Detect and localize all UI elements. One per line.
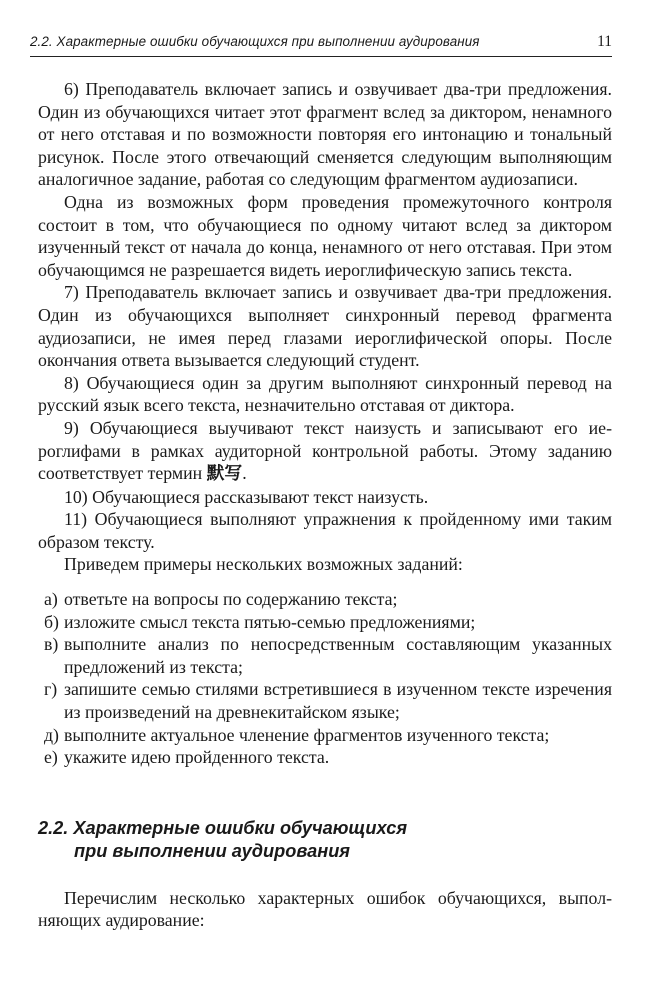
paragraph-item-9 [38,417,612,486]
paragraph-item-7: 7) Преподаватель включает запись и озвучивает два-три предложения. Один из обучающихся выполняет синхронный перевод фрагмента аудиозаписи, не имея перед глазами иероглифической опоры. После окончания ответа вызывается следующий студент. [38,282,612,371]
paragraph-item-9-end: . [242,463,247,484]
list-item-text: изложите смысл текста пятью-семью предложениями; [64,611,476,632]
running-header [30,30,612,57]
list-item-text: запишите семью стилями встретившиеся в изученном тексте изречения из произведений на древнекитайском языке; [64,679,612,723]
list-marker: г) [44,679,58,700]
list-item-text: укажите идею пройденного текста. [64,747,330,768]
section-intro-paragraph: Перечислим несколько характерных ошибок обучающихся, выполняющих аудирование: [38,887,612,931]
paragraph-item-10: 10) Обучающиеся рассказывают текст наизусть. [64,486,429,507]
list-item [38,611,612,634]
list-item [38,588,612,611]
task-list [38,588,612,769]
list-marker: в) [44,634,59,655]
paragraph-item-9-text: 9) Обучающиеся выучивают текст наизусть и записывают его иероглифами в рамках аудиторной контрольной работы. Этому заданию соответствует термин [38,417,612,484]
section-heading-line-2: при выполнении аудирования [74,840,351,861]
list-item [38,746,612,769]
list-marker: а) [44,589,58,610]
list-marker: д) [44,724,59,745]
list-item-text: выполните актуальное членение фрагментов изученного текста; [64,724,550,745]
list-item-text: выполните анализ по непосредственным составляющим указанных предложений из текста; [64,634,612,677]
running-title: 2.2. Характерные ошибки обучающихся при выполнении аудирования [30,34,480,49]
section-heading-line-1: 2.2. Характерные ошибки обучающихся [38,817,408,838]
list-item [38,633,612,678]
list-item [38,678,612,723]
paragraph-item-11: 11) Обучающиеся выполняют упражнения к пройденному ими таким образом тексту. [38,509,612,552]
paragraph-intermediate-control: Одна из возможных форм проведения промежуточного контроля состоит в том, что обучающиеся по одному читают вслед за диктором изученный текст от начала до конца, ненамного от него отставая. При этом обучающимся не разрешается видеть иероглифическую запись текста. [38,191,612,280]
list-item [38,724,612,747]
list-item-text: ответьте на вопросы по содержанию текста; [64,589,398,610]
list-marker: б) [44,611,59,632]
chinese-term: 默写 [206,463,243,485]
paragraph-item-8: 8) Обучающиеся один за другим выполняют синхронный перевод на русский язык всего текста, незначительно отставая от диктора. [38,372,612,416]
page-number: 11 [597,33,612,50]
list-marker: е) [44,747,58,768]
section-heading [38,817,612,863]
paragraph-item-6: 6) Преподаватель включает запись и озвучивает два-три предложения. Один из обучающихся читает этот фрагмент вслед за диктором, ненамного от него отставая и по возможности повторяя его интонацию и тональный рисунок. После этого отвечающий сменяется следующим выполняющим аналогичное задание, работая со следующим фрагментом аудиозаписи. [38,79,612,190]
page-body [38,78,612,932]
paragraph-examples-intro: Приведем примеры нескольких возможных заданий: [64,554,463,575]
